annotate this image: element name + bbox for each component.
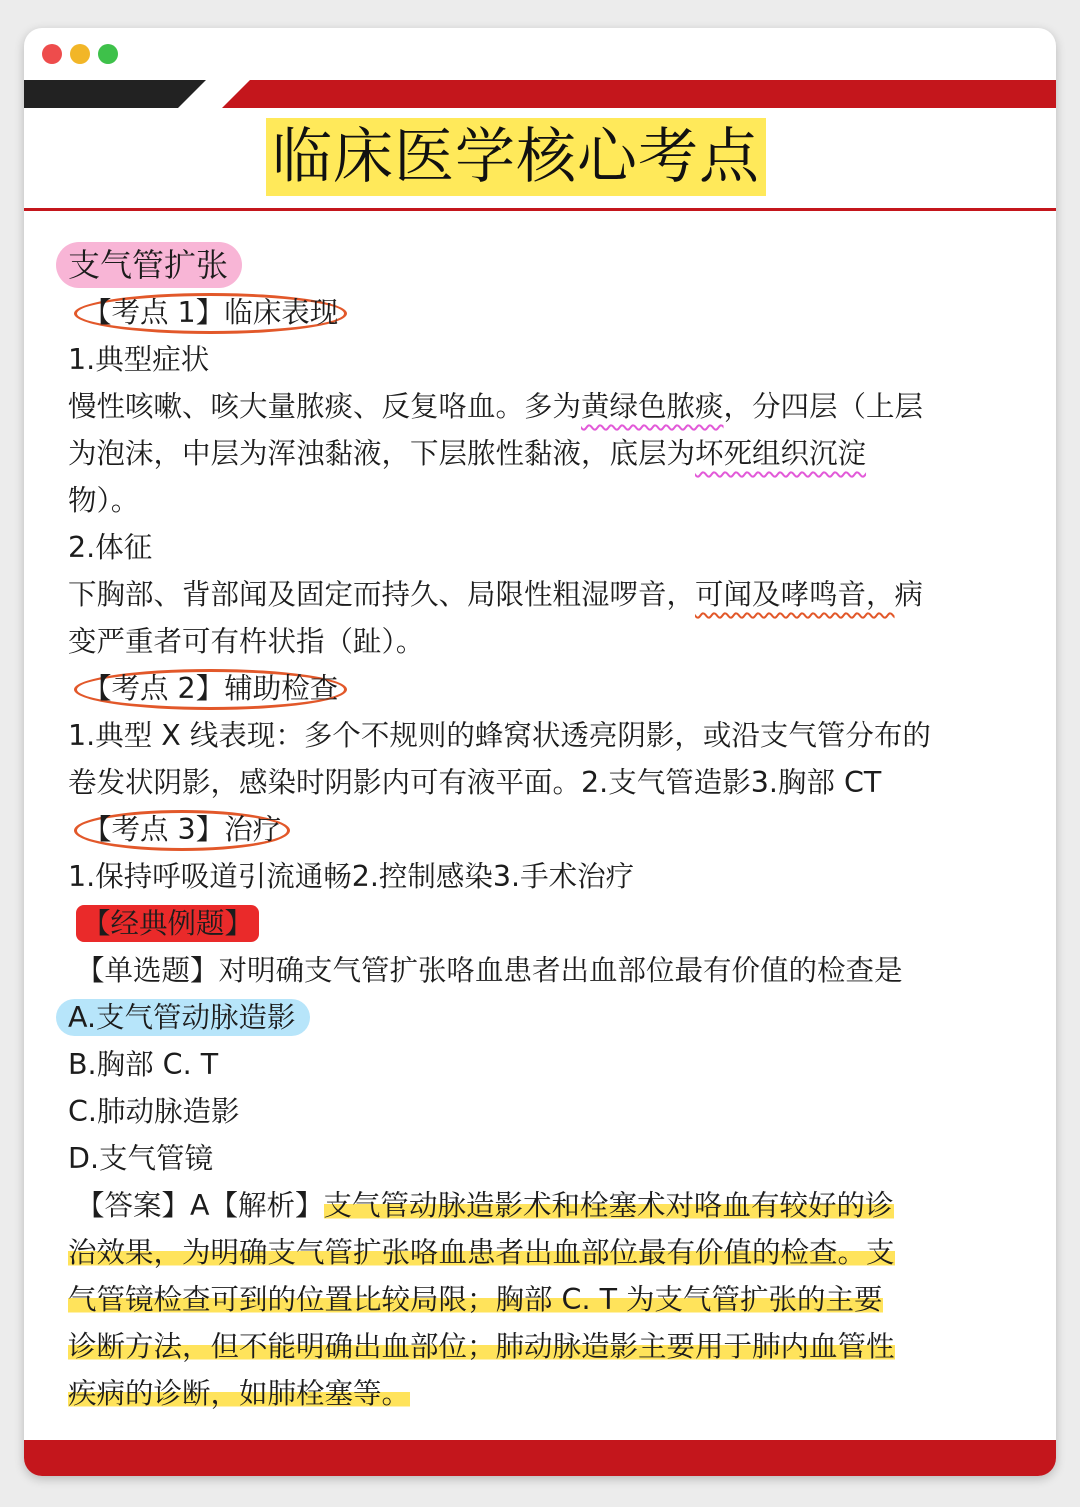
answer-line2 (68, 1229, 1018, 1276)
point1-s2-line1 (68, 571, 1018, 618)
window-controls (42, 44, 118, 64)
text-segment: 病 (894, 578, 924, 611)
option-a-correct: A.支气管动脉造影 (56, 999, 310, 1036)
point3-line1: 1.保持呼吸道引流通畅2.控制感染3.手术治疗 (68, 860, 635, 893)
answer-line3 (68, 1276, 1018, 1323)
note-card (24, 28, 1056, 1476)
topic-heading: 支气管扩张 (56, 242, 242, 288)
point2-heading: 【考点 2】辅助检查 (74, 669, 347, 710)
point1-s1-line3: 物）。 (68, 484, 140, 517)
example-label-line (68, 900, 1018, 947)
point1-s1-title: 1.典型症状 (68, 343, 210, 376)
point1-heading: 【考点 1】临床表现 (74, 293, 347, 334)
text-segment: 慢性咳嗽、咳大量脓痰、反复咯血。多为 (68, 390, 582, 423)
answer-prefix: 【答案】A【解析】 (76, 1189, 324, 1222)
option-a-line (68, 994, 1018, 1041)
explanation-text: 治效果，为明确支气管扩张咯血患者出血部位最有价值的检查。支 (68, 1236, 895, 1269)
topic-line (68, 242, 1018, 289)
title-divider (24, 208, 1056, 211)
answer-line5 (68, 1370, 1018, 1417)
answer-line1 (68, 1182, 1018, 1229)
header-stripe (24, 80, 1056, 108)
text-segment: ，分四层（上层 (723, 390, 924, 423)
point1-s2-title: 2.体征 (68, 531, 153, 564)
point3-heading: 【考点 3】治疗 (74, 810, 290, 851)
note-content (68, 242, 1018, 1417)
key-term-yellow-green-sputum: 黄绿色脓痰 (581, 390, 724, 423)
footer-band (24, 1440, 1056, 1476)
point1-heading-line (68, 289, 1018, 336)
option-c: C.肺动脉造影 (68, 1095, 240, 1128)
point2-line2: 卷发状阴影，感染时阴影内可有液平面。2.支气管造影3.胸部 CT (68, 766, 882, 799)
point1-s1-line1 (68, 383, 1018, 430)
header-stripe-dark (24, 80, 206, 108)
option-b: B.胸部 C. T (68, 1048, 219, 1081)
key-term-necrotic-sediment: 坏死组织沉淀 (695, 437, 867, 470)
text-segment: 下胸部、背部闻及固定而持久、局限性粗湿啰音， (68, 578, 696, 611)
close-dot[interactable] (42, 44, 62, 64)
example-label: 【经典例题】 (76, 905, 259, 942)
point2-heading-line (68, 665, 1018, 712)
title-highlight (266, 118, 766, 196)
explanation-text: 疾病的诊断，如肺栓塞等。 (68, 1377, 411, 1410)
explanation-text: 诊断方法，但不能明确出血部位；肺动脉造影主要用于肺内血管性 (68, 1330, 895, 1363)
point3-heading-line (68, 806, 1018, 853)
text-segment: 为泡沫，中层为浑浊黏液，下层脓性黏液，底层为 (68, 437, 696, 470)
minimize-dot[interactable] (70, 44, 90, 64)
point1-s1-line2 (68, 430, 1018, 477)
example-question: 【单选题】对明确支气管扩张咯血患者出血部位最有价值的检查是 (76, 954, 903, 987)
point2-line1: 1.典型 X 线表现：多个不规则的蜂窝状透亮阴影，或沿支气管分布的 (68, 719, 931, 752)
option-d: D.支气管镜 (68, 1142, 214, 1175)
explanation-text: 气管镜检查可到的位置比较局限；胸部 C. T 为支气管扩张的主要 (68, 1283, 883, 1316)
explanation-text: 支气管动脉造影术和栓塞术对咯血有较好的诊 (323, 1189, 894, 1222)
header-stripe-red (222, 80, 1056, 108)
answer-line4 (68, 1323, 1018, 1370)
page-title: 临床医学核心考点 (272, 122, 760, 192)
point1-s2-line2: 变严重者可有杵状指（趾）。 (68, 625, 425, 658)
maximize-dot[interactable] (98, 44, 118, 64)
key-term-wheeze: 可闻及哮鸣音， (695, 578, 895, 611)
